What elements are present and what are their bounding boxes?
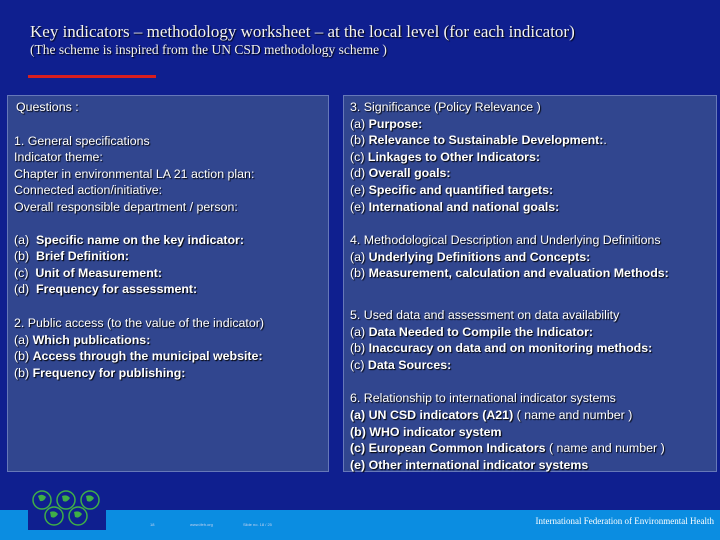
indicator-theme-label: Indicator theme: [14, 150, 103, 165]
connected-action-label: Connected action/initiative: [14, 183, 163, 198]
footer-note: www.ifeh.org [190, 522, 213, 527]
public-access-item: (b) Access through the municipal website: [14, 349, 263, 364]
methodology-heading: 4. Methodological Description and Underlying Definitions [350, 233, 661, 248]
international-systems-item: (c) European Common Indicators ( name and number ) [350, 441, 665, 456]
responsible-department-label: Overall responsible department / person: [14, 199, 238, 214]
indicator-item: (d) Frequency for assessment: [14, 282, 198, 297]
significance-item: (d) Overall goals: [350, 166, 451, 181]
accent-line [28, 75, 156, 78]
data-availability-item: (c) Data Sources: [350, 357, 452, 372]
ifeh-logo-icon [28, 484, 106, 530]
indicator-item: (c) Unit of Measurement: [14, 265, 163, 280]
questions-panel [7, 95, 329, 472]
international-systems-heading: 6. Relationship to international indicator systems [350, 391, 616, 406]
chapter-label: Chapter in environmental LA 21 action plan: [14, 166, 255, 181]
significance-item: (a) Purpose: [350, 116, 423, 131]
significance-heading: 3. Significance (Policy Relevance ) [350, 100, 541, 114]
public-access-heading: 2. Public access (to the value of the indicator) [14, 315, 265, 330]
data-availability-item: (a) Data Needed to Compile the Indicator: [350, 324, 594, 339]
footer-note: Slide no. 18 / 25 [243, 522, 272, 527]
questions-heading: Questions : [16, 100, 79, 114]
significance-item: (b) Relevance to Sustainable Development:. [350, 133, 607, 148]
sections-panel [343, 95, 717, 472]
significance-item: (c) Linkages to Other Indicators: [350, 149, 541, 164]
public-access-item: (b) Frequency for publishing: [14, 365, 186, 380]
international-systems-item: (a) UN CSD indicators (A21) ( name and number ) [350, 407, 633, 422]
footer-brand: International Federation of Environmental Health [535, 516, 714, 526]
data-availability-heading: 5. Used data and assessment on data availability [350, 307, 620, 322]
significance-item: (e) Specific and quantified targets: [350, 182, 554, 197]
footer-note: 18 [150, 522, 155, 527]
indicator-item: (a) Specific name on the key indicator: [14, 232, 244, 247]
indicator-item: (b) Brief Definition: [14, 249, 129, 264]
international-systems-item: (b) WHO indicator system [350, 424, 502, 439]
methodology-item: (a) Underlying Definitions and Concepts: [350, 249, 591, 264]
public-access-item: (a) Which publications: [14, 332, 151, 347]
page-subtitle: (The scheme is inspired from the UN CSD methodology scheme ) [30, 42, 387, 57]
methodology-item: (b) Measurement, calculation and evaluation Methods: [350, 266, 669, 281]
general-specifications-heading: 1. General specifications [14, 133, 150, 148]
data-availability-item: (b) Inaccuracy on data and on monitoring methods: [350, 341, 653, 356]
significance-item: (e) International and national goals: [350, 199, 560, 214]
international-systems-item: (e) Other international indicator systems [350, 457, 589, 472]
page-title: Key indicators – methodology worksheet – at the local level (for each indicator) [30, 22, 575, 41]
